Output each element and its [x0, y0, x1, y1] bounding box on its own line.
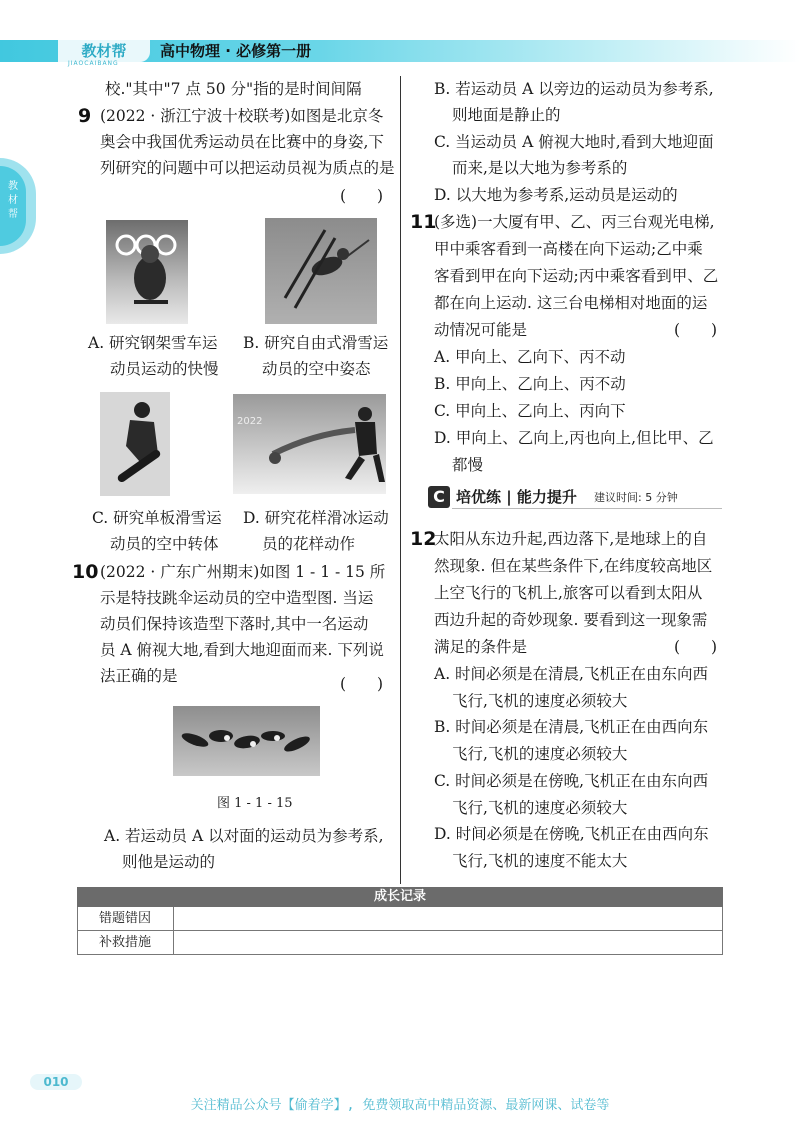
option-b-cont: 飞行,飞机的速度必须较大	[452, 745, 628, 763]
option-a-cont: 则他是运动的	[122, 853, 216, 871]
option-c: C. 当运动员 A 俯视大地时,看到大地迎面	[434, 133, 714, 151]
figure-skeleton-photo	[106, 220, 188, 324]
question-text: (2022 · 浙江宁波十校联考)如图是北京冬	[100, 107, 384, 125]
question-text: (多选)一大厦有甲、乙、丙三台观光电梯,	[434, 213, 715, 231]
option-d-cont: 飞行,飞机的速度不能太大	[452, 852, 628, 870]
option-c: C. 时间必须是在傍晚,飞机正在由东向西	[434, 772, 709, 790]
record-table-title: 成长记录	[77, 887, 723, 907]
text-line: 校."其中"7 点 50 分"指的是时间间隔	[105, 80, 362, 98]
figure-watermark: 2022	[237, 416, 263, 427]
option-b: B. 研究自由式滑雪运	[243, 334, 389, 352]
question-text: 示是特技跳伞运动员的空中造型图. 当运	[100, 589, 374, 607]
question-text: (2022 · 广东广州期末)如图 1 - 1 - 15 所	[100, 563, 386, 581]
option-a: A. 时间必须是在清晨,飞机正在由东向西	[434, 665, 708, 683]
question-text: 法正确的是	[100, 667, 178, 685]
answer-paren: ( )	[340, 187, 384, 205]
section-title: 培优练 | 能力提升	[456, 488, 577, 506]
option-b: B. 若运动员 A 以旁边的运动员为参考系,	[434, 80, 714, 98]
option-d-cont: 员的花样动作	[262, 535, 356, 553]
option-c-cont: 飞行,飞机的速度必须较大	[452, 799, 628, 817]
question-text: 客看到甲在向下运动;丙中乘客看到甲、乙	[434, 267, 719, 285]
answer-paren: ( )	[674, 321, 718, 339]
question-text: 动员们保持该造型下落时,其中一名运动	[100, 615, 369, 633]
figure-snowboard-photo	[100, 392, 170, 496]
option-b: B. 甲向上、乙向上、丙不动	[434, 375, 626, 393]
option-c-cont: 而来,是以大地为参考系的	[452, 159, 628, 177]
section-suggested-time: 建议时间: 5 分钟	[594, 491, 678, 504]
option-d: D. 以大地为参考系,运动员是运动的	[434, 186, 678, 204]
question-text: 然现象. 但在某些条件下,在纬度较高地区	[434, 557, 713, 575]
side-tab-label: 教材帮	[8, 181, 18, 220]
question-text: 员 A 俯视大地,看到大地迎面而来. 下列说	[100, 641, 384, 659]
question-text: 太阳从东边升起,西边落下,是地球上的自	[434, 530, 708, 548]
option-a-cont: 动员运动的快慢	[110, 360, 219, 378]
option-a: A. 研究钢架雪车运	[88, 334, 218, 352]
option-b: B. 时间必须是在清晨,飞机正在由西向东	[434, 718, 709, 736]
column-divider	[400, 76, 401, 884]
option-c: C. 甲向上、乙向上、丙向下	[434, 402, 626, 420]
option-d: D. 研究花样滑冰运动	[243, 509, 389, 527]
option-d: D. 时间必须是在傍晚,飞机正在由西向东	[434, 825, 709, 843]
figure-skydivers-photo	[173, 706, 320, 776]
question-number: 11	[410, 211, 437, 233]
question-number: 12	[410, 528, 437, 550]
option-a-cont: 飞行,飞机的速度必须较大	[452, 692, 628, 710]
question-text: 奥会中我国优秀运动员在比赛中的身姿,下	[100, 133, 384, 151]
question-number: 9	[78, 105, 92, 127]
footer-note: 关注精品公众号【偷着学】, 免费领取高中精品资源、最新网课、试卷等	[190, 1098, 610, 1113]
brand-subtitle: JIAOCAIBANG	[68, 60, 119, 67]
question-text: 西边升起的奇妙现象. 要看到这一现象需	[434, 611, 708, 629]
option-b-cont: 动员的空中姿态	[262, 360, 371, 378]
section-letter-badge: C	[428, 486, 450, 508]
option-d-cont: 都慢	[452, 456, 484, 474]
record-label: 错题错因	[77, 907, 174, 931]
page-number: 010	[30, 1074, 82, 1090]
figure-figure-skating-photo	[233, 394, 386, 494]
figure-freestyle-ski-photo	[265, 218, 377, 324]
question-text: 列研究的问题中可以把运动员视为质点的是	[100, 159, 395, 177]
answer-paren: ( )	[340, 675, 384, 693]
question-number: 10	[72, 561, 99, 583]
question-text: 甲中乘客看到一高楼在向下运动;乙中乘	[434, 240, 703, 258]
question-text: 都在向上运动. 这三台电梯相对地面的运	[434, 294, 708, 312]
option-a: A. 若运动员 A 以对面的运动员为参考系,	[104, 827, 384, 845]
option-a: A. 甲向上、乙向下、丙不动	[434, 348, 626, 366]
option-d: D. 甲向上、乙向上,丙也向上,但比甲、乙	[434, 429, 714, 447]
book-title: 高中物理 · 必修第一册	[160, 42, 312, 60]
question-text: 满足的条件是	[434, 638, 528, 656]
brand-logo: 教材帮	[58, 40, 150, 62]
figure-caption: 图 1 - 1 - 15	[217, 796, 293, 811]
question-text: 动情况可能是	[434, 321, 528, 339]
option-c: C. 研究单板滑雪运	[92, 509, 222, 527]
answer-paren: ( )	[674, 638, 718, 656]
question-text: 上空飞行的飞机上,旅客可以看到太阳从	[434, 584, 703, 602]
option-b-cont: 则地面是静止的	[452, 106, 561, 124]
option-c-cont: 动员的空中转体	[110, 535, 219, 553]
record-label: 补救措施	[77, 931, 174, 955]
